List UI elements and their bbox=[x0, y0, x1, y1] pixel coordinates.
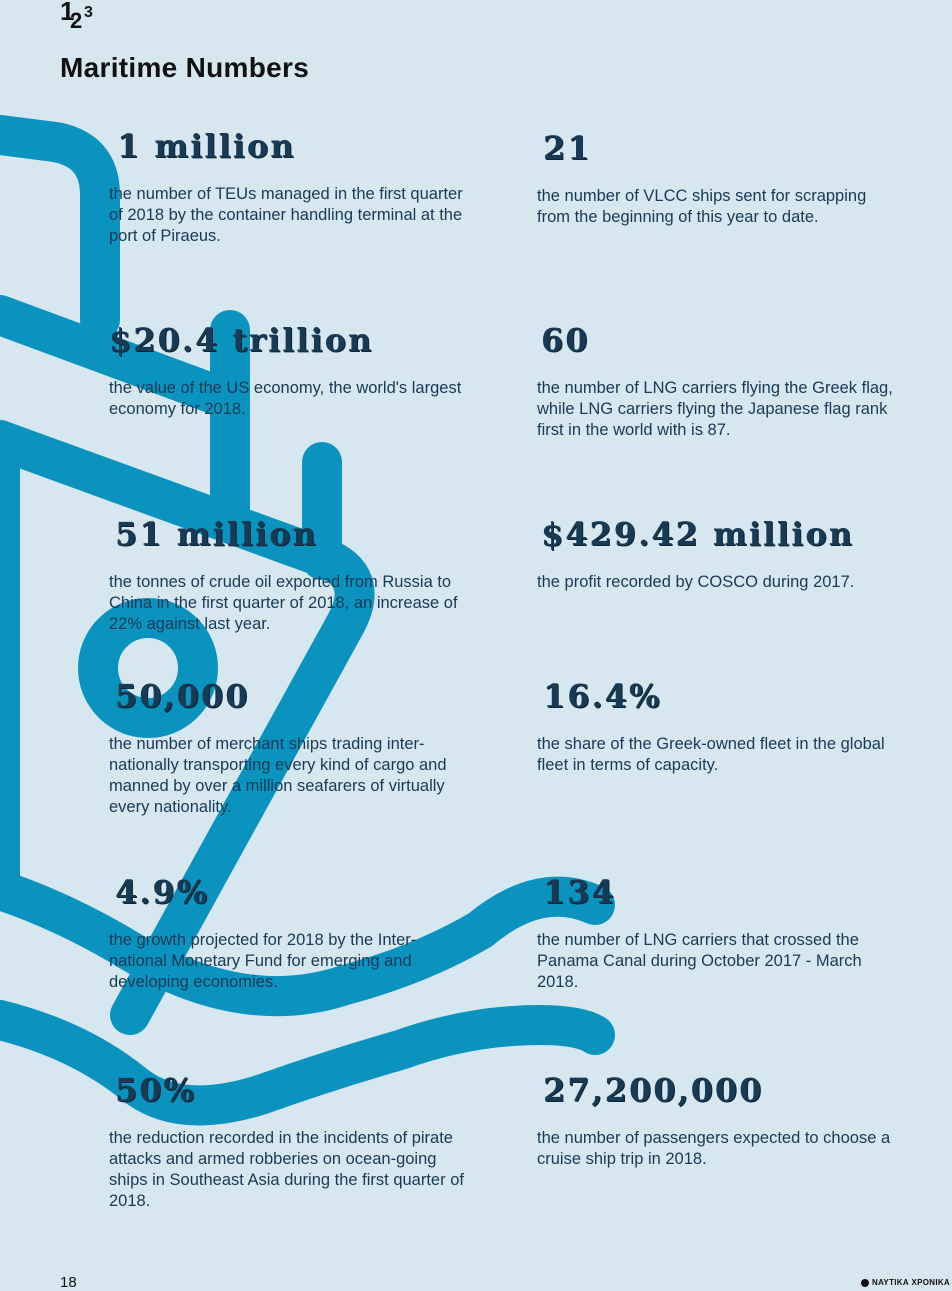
stat-block bbox=[109, 516, 469, 635]
stat-block bbox=[109, 874, 469, 993]
stat-block bbox=[537, 516, 897, 593]
stat-description: the number of passengers expected to choose a cruise ship trip in 2018. bbox=[537, 1129, 891, 1168]
stat-block bbox=[537, 1072, 897, 1170]
logo-digit-three: 3 bbox=[84, 4, 93, 21]
stat-description: the profit recorded by COSCO during 2017. bbox=[537, 573, 855, 591]
stat-number: 51 million bbox=[115, 515, 318, 553]
stat-number: 1 million bbox=[117, 127, 296, 165]
stat-block bbox=[109, 128, 469, 247]
page-title: Maritime Numbers bbox=[60, 52, 310, 83]
stat-block bbox=[537, 322, 897, 441]
stat-block bbox=[109, 678, 469, 818]
stat-number: 50% bbox=[115, 1071, 196, 1109]
stat-block bbox=[109, 1072, 469, 1212]
stat-block bbox=[537, 130, 897, 228]
stat-description: the tonnes of crude oil exported from Russia to China in the first quarter of 2018, an increase of 22% against last year. bbox=[109, 573, 458, 633]
stat-number: 60 bbox=[541, 321, 590, 359]
stat-number: $429.42 million bbox=[541, 515, 854, 553]
stat-number: 50,000 bbox=[115, 677, 250, 715]
stat-description: the number of TEUs managed in the first quarter of 2018 by the container handling terminal at the port of Piraeus. bbox=[109, 185, 463, 245]
logo-digit-two: 2 bbox=[70, 8, 83, 33]
stat-description: the reduction recorded in the incidents of pirate attacks and armed robberies on ocean-going ships in Southeast Asia during the first quarter of 2018. bbox=[109, 1129, 464, 1210]
stat-description: the number of merchant ships trading inter-nationally transporting every kind of cargo and manned by over a million seafarers of virtually every nationality. bbox=[109, 735, 447, 816]
brand-logo-icon bbox=[861, 1279, 869, 1287]
stat-description: the number of LNG carriers flying the Greek flag, while LNG carriers flying the Japanese flag rank first in the world with is 87. bbox=[537, 379, 893, 439]
stat-number: $20.4 trillion bbox=[109, 321, 374, 359]
brand-name: ΝΑΥΤΙΚΑ ΧΡΟΝΙΚΑ bbox=[872, 1278, 950, 1287]
stat-number: 16.4% bbox=[543, 677, 662, 715]
stat-number: 27,200,000 bbox=[543, 1071, 764, 1109]
stat-description: the share of the Greek-owned fleet in the global fleet in terms of capacity. bbox=[537, 735, 885, 774]
stat-block bbox=[109, 322, 469, 420]
stat-number: 134 bbox=[543, 873, 616, 911]
page-number: 18 bbox=[60, 1274, 77, 1291]
stat-block bbox=[537, 678, 897, 776]
stat-description: the number of LNG carriers that crossed the Panama Canal during October 2017 - March 2018. bbox=[537, 931, 862, 991]
brand-mark bbox=[861, 1278, 950, 1287]
stat-description: the growth projected for 2018 by the Inter-national Monetary Fund for emerging and developing economies. bbox=[109, 931, 417, 991]
stat-block bbox=[537, 874, 897, 993]
logo-digit-one: 1 bbox=[60, 0, 75, 26]
stat-number: 21 bbox=[543, 129, 592, 167]
stat-number: 4.9% bbox=[115, 873, 210, 911]
stat-description: the number of VLCC ships sent for scrapping from the beginning of this year to date. bbox=[537, 187, 867, 226]
stat-description: the value of the US economy, the world's largest economy for 2018. bbox=[109, 379, 462, 418]
